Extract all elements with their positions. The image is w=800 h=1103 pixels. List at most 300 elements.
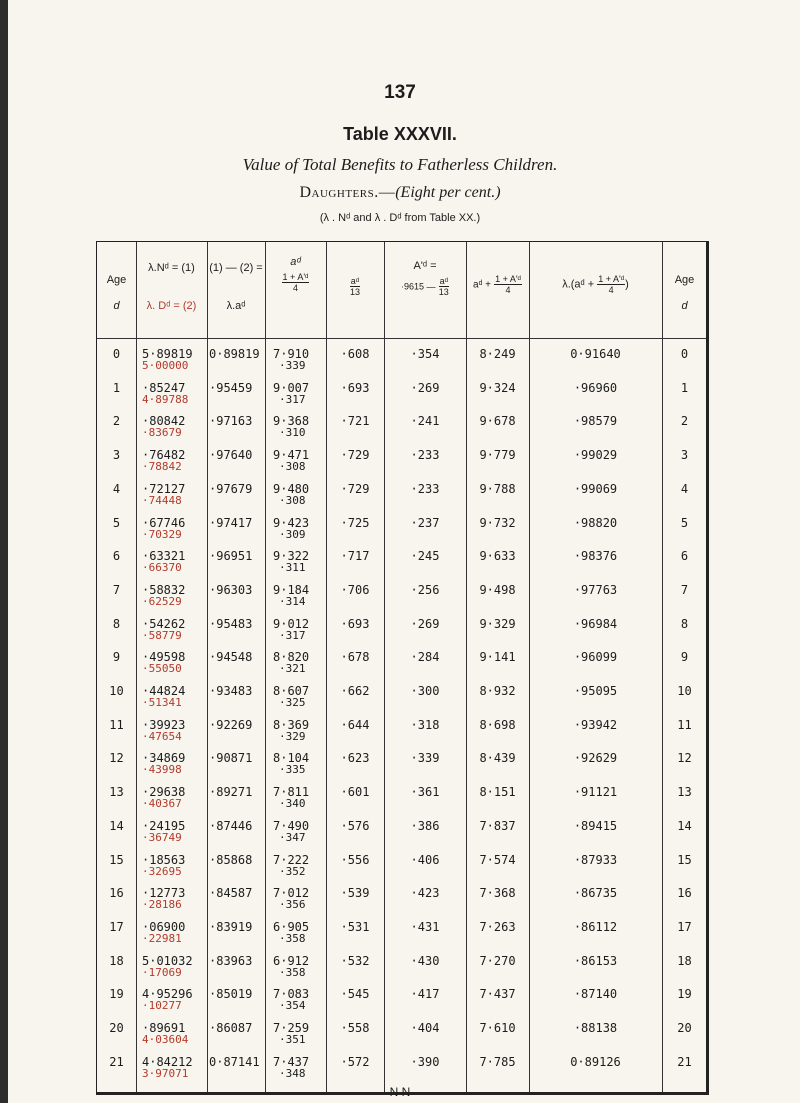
cell-d: ·74448 [142, 493, 182, 507]
cell-a1: 9·471 [273, 448, 310, 463]
cell-a1: 7·490 [273, 818, 310, 833]
cell-A: ·339 [410, 751, 440, 766]
cell-age-right: 18 [677, 953, 692, 968]
table-row [97, 684, 706, 709]
cell-age-right: 0 [680, 347, 689, 361]
cell-a1: 9·184 [273, 582, 310, 597]
cell-sum: 8·439 [479, 751, 516, 766]
header-col4 [326, 242, 384, 338]
header-col6-prefix: aᵈ + [473, 279, 491, 291]
cell-d: ·47654 [142, 729, 182, 743]
cell-sum: 7·368 [479, 886, 516, 901]
page-number: 137 [384, 82, 416, 103]
cell-la: ·96303 [209, 582, 253, 597]
subhead-daughters: Daughters.— [299, 184, 396, 201]
table-row [97, 414, 706, 439]
header-age-right-label: Age [674, 274, 695, 286]
cell-age: 8 [112, 616, 121, 631]
cell-age-right: 3 [680, 448, 689, 463]
cell-A: ·361 [410, 785, 440, 800]
table-subhead [0, 184, 800, 202]
cell-la: ·93483 [209, 684, 253, 698]
cell-sum: 8·151 [479, 785, 516, 800]
cell-A: ·390 [410, 1054, 440, 1069]
header-col7 [529, 242, 662, 338]
cell-a2: ·358 [279, 965, 306, 979]
header-col5-top: A'ᵈ = [413, 260, 437, 272]
cell-a13: ·572 [340, 1054, 370, 1069]
cell-sum: 9·324 [479, 380, 516, 395]
cell-age-right: 4 [680, 481, 689, 496]
table-row [97, 516, 706, 541]
cell-la: ·97640 [209, 448, 253, 463]
header-col7-suffix: ) [625, 278, 629, 291]
cell-d: ·78842 [142, 460, 182, 474]
cell-la: ·83919 [209, 919, 253, 934]
cell-a2: ·311 [279, 561, 306, 575]
header-col5-den: 13 [438, 287, 449, 297]
cell-n: ·63321 [142, 549, 186, 564]
cell-lsum: ·86735 [573, 886, 618, 901]
cell-a13: ·725 [340, 515, 370, 530]
table-row [97, 347, 706, 372]
cell-lsum: ·98820 [573, 515, 618, 530]
cell-a13: ·608 [340, 347, 370, 361]
cell-A: ·404 [410, 1021, 440, 1035]
table-row [97, 650, 706, 675]
header-age-right [662, 242, 707, 338]
cell-lsum: 0·91640 [570, 347, 621, 361]
cell-A: ·233 [410, 481, 440, 496]
cell-sum: 7·610 [479, 1021, 516, 1035]
cell-a1: 7·083 [273, 987, 310, 1002]
header-col2-top: (1) — (2) = [209, 262, 263, 274]
cell-n: ·67746 [142, 515, 186, 530]
cell-a13: ·539 [340, 886, 370, 901]
cell-age: 0 [112, 347, 121, 361]
cell-age: 7 [112, 582, 121, 597]
header-col6-den: 4 [505, 285, 511, 295]
cell-a13: ·717 [340, 549, 370, 564]
cell-n: ·89691 [142, 1021, 186, 1035]
cell-a1: 8·820 [273, 650, 310, 665]
cell-a13: ·531 [340, 919, 370, 934]
cell-age: 15 [109, 852, 124, 867]
cell-age: 10 [109, 684, 124, 698]
cell-la: ·90871 [209, 751, 253, 766]
table-row [97, 549, 706, 574]
cell-lsum: ·93942 [573, 717, 618, 732]
table-row [97, 751, 706, 776]
cell-n: ·18563 [142, 852, 186, 867]
cell-age: 5 [112, 515, 121, 530]
header-rule [97, 338, 706, 339]
table-row [97, 617, 706, 642]
cell-la: ·89271 [209, 785, 253, 800]
subhead-rate: (Eight per cent.) [395, 184, 501, 201]
cell-a1: 6·912 [273, 953, 310, 968]
table-row [97, 482, 706, 507]
cell-a1: 9·007 [273, 380, 310, 395]
cell-age-right: 9 [680, 650, 689, 665]
cell-a2: ·308 [279, 460, 306, 474]
cell-a1: 9·423 [273, 515, 310, 530]
cell-d: 5·00000 [142, 359, 189, 372]
header-col7-prefix: λ.(aᵈ + [562, 278, 595, 291]
cell-la: ·95459 [209, 380, 253, 395]
cell-lsum: ·86112 [573, 919, 618, 934]
cell-A: ·233 [410, 448, 440, 463]
cell-a1: 9·368 [273, 414, 310, 429]
cell-age-right: 20 [677, 1021, 692, 1035]
table-row [97, 381, 706, 406]
cell-d: ·62529 [142, 594, 182, 608]
cell-la: 0·89819 [209, 347, 260, 361]
header-col5-prefix: ·9615 — [401, 281, 436, 292]
table-row [97, 1055, 706, 1080]
cell-lsum: ·87933 [573, 852, 618, 867]
cell-a2: ·356 [279, 898, 306, 912]
cell-age-right: 14 [677, 818, 692, 833]
header-col3-den: 4 [292, 283, 298, 293]
cell-a13: ·601 [340, 785, 370, 800]
cell-lsum: ·96099 [573, 650, 618, 665]
cell-lsum: ·99029 [573, 448, 618, 463]
header-col7-den: 4 [608, 285, 614, 295]
cell-a2: ·347 [279, 830, 306, 844]
cell-sum: 9·678 [479, 414, 516, 429]
cell-n: ·12773 [142, 886, 186, 901]
cell-age: 20 [109, 1021, 124, 1035]
cell-A: ·284 [410, 650, 440, 665]
cell-age-right: 10 [677, 684, 692, 698]
cell-n: ·39923 [142, 717, 186, 732]
cell-sum: 9·329 [479, 616, 516, 631]
cell-n: ·44824 [142, 684, 186, 698]
cell-age-right: 8 [680, 616, 689, 631]
cell-age-right: 5 [680, 515, 689, 530]
cell-a2: ·310 [279, 426, 306, 440]
header-age-sub: d [113, 300, 120, 312]
header-col3-top: aᵈ [290, 256, 301, 268]
cell-A: ·245 [410, 549, 440, 564]
cell-lsum: ·89415 [573, 818, 618, 833]
cell-a13: ·644 [340, 717, 370, 732]
cell-d: ·17069 [142, 965, 182, 979]
cell-a1: 7·910 [273, 347, 310, 361]
cell-n: 4·84212 [142, 1054, 193, 1069]
cell-a2: ·314 [279, 594, 306, 608]
cell-d: 3·97071 [142, 1066, 189, 1080]
cell-a13: ·678 [340, 650, 370, 665]
table-subtitle: Value of Total Benefits to Fatherless Children. [242, 155, 558, 174]
cell-a13: ·545 [340, 987, 370, 1002]
header-age-right-sub: d [681, 300, 688, 312]
table-row [97, 1021, 706, 1046]
cell-age-right: 21 [677, 1054, 692, 1069]
cell-age: 18 [109, 953, 124, 968]
cell-lsum: ·97763 [573, 582, 618, 597]
cell-d: ·55050 [142, 662, 182, 676]
cell-sum: 7·837 [479, 818, 516, 833]
data-table [96, 241, 709, 1095]
cell-age: 16 [109, 886, 124, 901]
cell-sum: 8·932 [479, 684, 516, 698]
cell-age-right: 17 [677, 919, 692, 934]
cell-a2: ·351 [279, 1033, 306, 1046]
cell-age: 11 [109, 717, 124, 732]
header-col1-top: λ.Nᵈ = (1) [148, 262, 195, 274]
header-age [97, 242, 136, 338]
cell-d: 4·89788 [142, 392, 189, 406]
cell-a2: ·317 [279, 392, 306, 406]
cell-d: ·36749 [142, 830, 182, 844]
cell-n: ·34869 [142, 751, 186, 766]
cell-age: 13 [109, 785, 124, 800]
cell-n: ·54262 [142, 616, 186, 631]
cell-a1: 8·104 [273, 751, 310, 766]
cell-a1: 9·480 [273, 481, 310, 496]
cell-d: ·32695 [142, 864, 182, 878]
cell-A: ·431 [410, 919, 440, 934]
cell-la: ·85019 [209, 987, 253, 1002]
cell-n: ·24195 [142, 818, 186, 833]
table-title: Table XXXVII. [343, 124, 457, 144]
cell-d: ·58779 [142, 628, 182, 642]
header-col1-bottom: λ. Dᵈ = (2) [146, 300, 197, 312]
cell-lsum: ·87140 [573, 987, 618, 1002]
cell-lsum: ·96984 [573, 616, 618, 631]
cell-a2: ·348 [279, 1066, 306, 1080]
cell-sum: 9·141 [479, 650, 516, 665]
cell-la: ·87446 [209, 818, 253, 833]
cell-la: ·96951 [209, 549, 253, 564]
cell-a13: ·556 [340, 852, 370, 867]
cell-age: 21 [109, 1054, 124, 1069]
header-col6 [466, 242, 529, 338]
table-row [97, 583, 706, 608]
cell-lsum: ·95095 [573, 684, 618, 698]
signature-mark: N N [389, 1085, 411, 1099]
cell-a2: ·321 [279, 662, 306, 676]
table-row [97, 886, 706, 911]
cell-a13: ·623 [340, 751, 370, 766]
cell-a1: 7·811 [273, 785, 310, 800]
cell-sum: 7·437 [479, 987, 516, 1002]
cell-a13: ·558 [340, 1021, 370, 1035]
cell-la: ·97417 [209, 515, 253, 530]
cell-a13: ·706 [340, 582, 370, 597]
cell-a1: 9·012 [273, 616, 310, 631]
cell-age-right: 16 [677, 886, 692, 901]
cell-lsum: ·91121 [573, 785, 618, 800]
table-row [97, 853, 706, 878]
cell-sum: 9·788 [479, 481, 516, 496]
cell-age: 3 [112, 448, 121, 463]
cell-a13: ·693 [340, 380, 370, 395]
cell-A: ·237 [410, 515, 440, 530]
cell-a13: ·662 [340, 684, 370, 698]
cell-A: ·386 [410, 818, 440, 833]
cell-A: ·318 [410, 717, 440, 732]
cell-la: ·86087 [209, 1021, 253, 1035]
cell-A: ·269 [410, 616, 440, 631]
header-col4-num: aᵈ [350, 276, 360, 286]
cell-n: ·72127 [142, 481, 186, 496]
cell-a1: 7·437 [273, 1054, 310, 1069]
cell-a2: ·339 [279, 359, 306, 372]
cell-age-right: 12 [677, 751, 692, 766]
cell-sum: 8·249 [479, 347, 516, 361]
cell-lsum: ·86153 [573, 953, 618, 968]
cell-la: ·95483 [209, 616, 253, 631]
cell-lsum: ·92629 [573, 751, 618, 766]
header-col4-den: 13 [349, 287, 360, 297]
cell-n: 5·01032 [142, 953, 193, 968]
cell-n: ·76482 [142, 448, 186, 463]
cell-la: 0·87141 [209, 1054, 260, 1069]
cell-a13: ·532 [340, 953, 370, 968]
cell-d: ·40367 [142, 797, 182, 811]
table-row [97, 920, 706, 945]
cell-A: ·354 [410, 347, 440, 361]
header-col5 [384, 242, 466, 338]
cell-n: 4·95296 [142, 987, 193, 1002]
cell-a1: 8·369 [273, 717, 310, 732]
cell-a13: ·729 [340, 448, 370, 463]
header-col3-num: 1 + A'ᵈ [282, 272, 309, 282]
cell-sum: 7·263 [479, 919, 516, 934]
cell-a2: ·358 [279, 931, 306, 945]
cell-a1: 8·607 [273, 684, 310, 698]
cell-la: ·97163 [209, 414, 253, 429]
cell-a2: ·335 [279, 763, 306, 777]
cell-age: 9 [112, 650, 121, 665]
cell-age: 4 [112, 481, 121, 496]
cell-sum: 7·270 [479, 953, 516, 968]
cell-lsum: 0·89126 [570, 1054, 621, 1069]
cell-age: 17 [109, 919, 124, 934]
table-row [97, 718, 706, 743]
cell-a2: ·329 [279, 729, 306, 743]
cell-A: ·256 [410, 582, 440, 597]
header-age-label: Age [106, 274, 127, 286]
cell-la: ·92269 [209, 717, 253, 732]
table-row [97, 785, 706, 810]
cell-sum: 9·779 [479, 448, 516, 463]
cell-n: ·29638 [142, 785, 186, 800]
cell-a1: 6·905 [273, 919, 310, 934]
cell-d: ·10277 [142, 999, 182, 1013]
cell-age: 2 [112, 414, 121, 429]
cell-A: ·269 [410, 380, 440, 395]
cell-sum: 9·633 [479, 549, 516, 564]
cell-d: ·66370 [142, 561, 182, 575]
cell-age-right: 6 [680, 549, 689, 564]
cell-A: ·406 [410, 852, 440, 867]
cell-age: 12 [109, 751, 124, 766]
cell-a2: ·354 [279, 999, 306, 1013]
cell-sum: 8·698 [479, 717, 516, 732]
cell-d: ·70329 [142, 527, 182, 541]
header-col2-bottom: λ.aᵈ [226, 300, 246, 312]
header-col6-num: 1 + A'ᵈ [495, 274, 521, 284]
cell-lsum: ·99069 [573, 481, 618, 496]
cell-A: ·430 [410, 953, 440, 968]
header-col2 [207, 242, 265, 338]
cell-n: ·85247 [142, 380, 186, 395]
cell-age-right: 11 [677, 717, 692, 732]
cell-a13: ·721 [340, 414, 370, 429]
cell-age-right: 7 [680, 582, 689, 597]
header-col7-num: 1 + A'ᵈ [598, 274, 625, 284]
cell-d: ·43998 [142, 763, 182, 777]
cell-a2: ·340 [279, 797, 306, 811]
cell-d: ·83679 [142, 426, 182, 440]
cell-a2: ·325 [279, 696, 306, 709]
cell-d: 4·03604 [142, 1033, 189, 1046]
cell-d: ·22981 [142, 931, 182, 945]
cell-n: ·58832 [142, 582, 186, 597]
cell-a2: ·352 [279, 864, 306, 878]
cell-sum: 9·498 [479, 582, 516, 597]
cell-A: ·241 [410, 414, 440, 429]
cell-age-right: 15 [677, 852, 692, 867]
cell-n: 5·89819 [142, 347, 193, 361]
header-col1 [136, 242, 207, 338]
cell-lsum: ·98376 [573, 549, 618, 564]
cell-age: 6 [112, 549, 121, 564]
cell-n: ·80842 [142, 414, 186, 429]
cell-age-right: 2 [680, 414, 689, 429]
cell-d: ·51341 [142, 696, 182, 709]
cell-sum: 9·732 [479, 515, 516, 530]
cell-n: ·49598 [142, 650, 186, 665]
cell-age-right: 13 [677, 785, 692, 800]
cell-a1: 9·322 [273, 549, 310, 564]
cell-a2: ·309 [279, 527, 306, 541]
cell-age: 19 [109, 987, 124, 1002]
cell-A: ·417 [410, 987, 440, 1002]
table-row [97, 819, 706, 844]
cell-lsum: ·88138 [573, 1021, 618, 1035]
cell-a13: ·693 [340, 616, 370, 631]
cell-age: 14 [109, 818, 124, 833]
cell-a1: 7·012 [273, 886, 310, 901]
cell-d: ·28186 [142, 898, 182, 912]
cell-a2: ·317 [279, 628, 306, 642]
source-note: (λ . Nᵈ and λ . Dᵈ from Table XX.) [319, 212, 481, 224]
table-row [97, 954, 706, 979]
cell-la: ·97679 [209, 481, 253, 496]
cell-A: ·300 [410, 684, 440, 698]
cell-la: ·85868 [209, 852, 253, 867]
cell-age: 1 [112, 380, 121, 395]
cell-a13: ·576 [340, 818, 370, 833]
cell-sum: 7·785 [479, 1054, 516, 1069]
cell-n: ·06900 [142, 919, 186, 934]
header-col5-num: aᵈ [439, 276, 448, 286]
cell-sum: 7·574 [479, 852, 516, 867]
cell-lsum: ·98579 [573, 414, 618, 429]
cell-age-right: 1 [680, 380, 689, 395]
cell-la: ·83963 [209, 953, 253, 968]
cell-la: ·94548 [209, 650, 253, 665]
table-row [97, 448, 706, 473]
cell-a1: 7·222 [273, 852, 310, 867]
cell-a13: ·729 [340, 481, 370, 496]
cell-age-right: 19 [677, 987, 692, 1002]
